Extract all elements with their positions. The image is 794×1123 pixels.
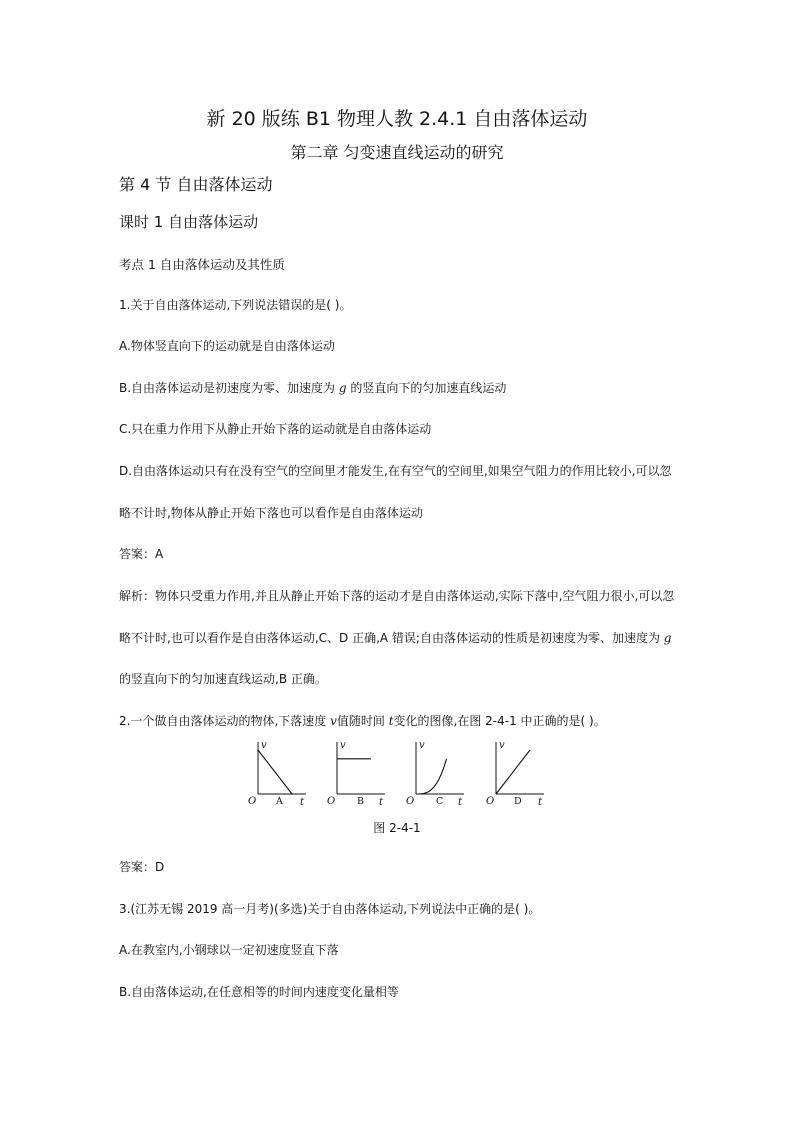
q1-option-a: A.物体竖直向下的运动就是自由落体运动 <box>119 339 335 353</box>
q1-analysis-var: g <box>663 631 672 645</box>
graph-a-label: A <box>276 796 283 807</box>
q1-option-b-text: B.自由落体运动是初速度为零、加速度为 <box>119 381 336 395</box>
q1-analysis-text: 略不计时,也可以看作是自由落体运动,C、D 正确,A 错误;自由落体运动的性质是初速度为零、加速度为 <box>119 631 660 645</box>
graph-a-ylabel: v <box>261 740 267 751</box>
section-heading: 第 4 节 自由落体运动 <box>119 175 273 194</box>
q2-stem-text-end: 变化的图像,在图 2-4-1 中正确的是( )。 <box>393 714 606 728</box>
q1-analysis-line1: 解析：物体只受重力作用,并且从静止开始下落的运动才是自由落体运动,实际下落中,空气阻力很小,可以忽 <box>119 589 675 603</box>
graph-c-xlabel: t <box>458 797 463 808</box>
graph-c <box>404 738 464 808</box>
document-title: 新 20 版练 B1 物理人教 2.4.1 自由落体运动 <box>206 108 588 130</box>
q2-stem-text-mid: 值随时间 <box>336 714 385 728</box>
graph-a-svg <box>246 738 306 808</box>
graph-a-origin: O <box>248 796 257 807</box>
graph-a <box>246 738 306 808</box>
q3-option-a: A.在教室内,小钢球以一定初速度竖直下落 <box>119 943 339 957</box>
graph-d-xlabel: t <box>538 797 543 808</box>
graph-c-label: C <box>436 796 444 807</box>
q2-stem-text: 2.一个做自由落体运动的物体,下落速度 <box>119 714 327 728</box>
q2-stem-var-v: v <box>330 714 337 728</box>
q1-option-d-line1: D.自由落体运动只有在没有空气的空间里才能发生,在有空气的空间里,如果空气阻力的作用比较小,可以忽 <box>119 464 672 478</box>
graph-c-svg <box>404 738 464 808</box>
graph-b-label: B <box>357 796 364 807</box>
graph-b-svg <box>325 738 385 808</box>
q1-option-b-var: g <box>338 381 347 395</box>
graph-d-label: D <box>514 796 522 807</box>
graph-c-origin: O <box>406 796 415 807</box>
graph-c-ylabel: v <box>419 740 425 751</box>
exam-point-heading: 考点 1 自由落体运动及其性质 <box>119 257 285 272</box>
graph-d-ylabel: v <box>499 740 505 751</box>
graph-d-svg <box>484 738 544 808</box>
graph-b-origin: O <box>327 796 336 807</box>
graph-b-xlabel: t <box>379 797 384 808</box>
q1-stem: 1.关于自由落体运动,下列说法错误的是( )。 <box>119 298 352 312</box>
graph-a-xlabel: t <box>300 797 305 808</box>
graph-d-origin: O <box>486 796 495 807</box>
q1-option-c: C.只在重力作用下从静止开始下落的运动就是自由落体运动 <box>119 422 432 436</box>
q1-option-d-line2: 略不计时,物体从静止开始下落也可以看作是自由落体运动 <box>119 506 423 520</box>
q2-answer: 答案：D <box>119 860 165 874</box>
q3-option-b: B.自由落体运动,在任意相等的时间内速度变化量相等 <box>119 985 399 999</box>
graph-b <box>325 738 385 808</box>
q1-option-b-text-end: 的竖直向下的匀加速直线运动 <box>350 381 507 395</box>
figure-caption: 图 2-4-1 <box>373 821 421 835</box>
q3-stem: 3.(江苏无锡 2019 高一月考)(多选)关于自由落体运动,下列说法中正确的是( )。 <box>119 902 541 916</box>
q2-stem <box>119 712 606 729</box>
q1-analysis-line2 <box>119 629 671 646</box>
graph-d <box>484 738 544 808</box>
graph-c-line <box>416 759 447 794</box>
graph-a-line <box>258 750 292 794</box>
graph-d-line <box>496 750 530 794</box>
q1-answer: 答案：A <box>119 547 164 561</box>
q2-stem-var-t: t <box>388 714 394 728</box>
lesson-heading: 课时 1 自由落体运动 <box>119 213 259 231</box>
q1-option-b <box>119 379 506 396</box>
graph-b-ylabel: v <box>340 740 346 751</box>
q1-analysis-line3: 的竖直向下的匀加速直线运动,B 正确。 <box>119 672 327 686</box>
chapter-subtitle: 第二章 匀变速直线运动的研究 <box>290 143 504 162</box>
